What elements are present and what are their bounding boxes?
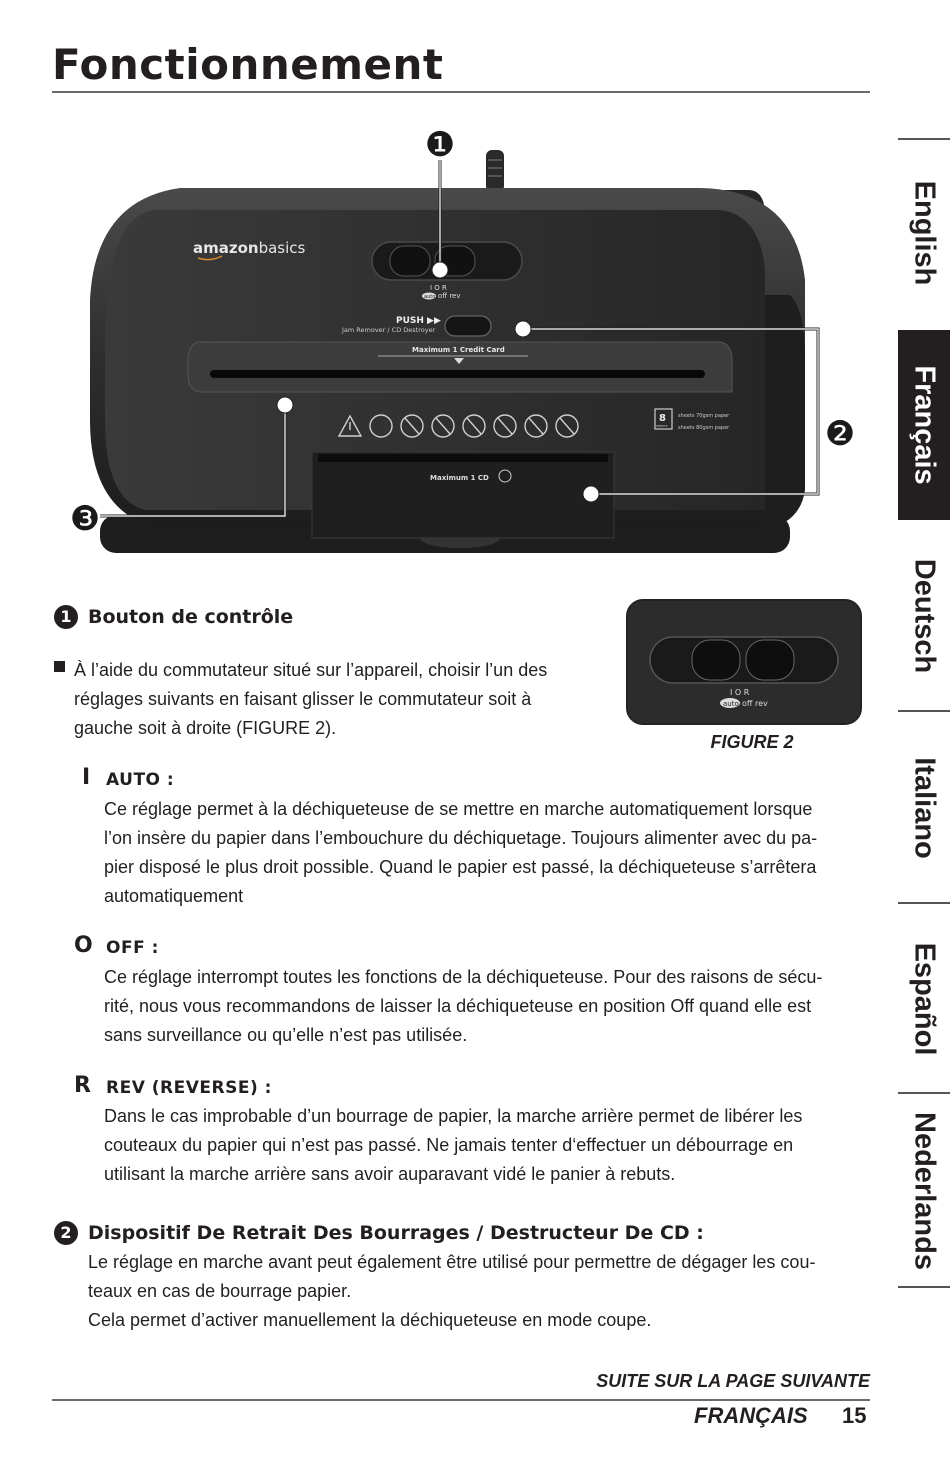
tab-label: Deutsch [908,558,941,674]
mode-letter-auto: I [82,765,91,790]
svg-text:off rev: off rev [438,292,461,300]
svg-text:auto: auto [723,700,739,708]
brand-logo: amazonbasics [193,239,306,257]
shredder-figure [60,120,890,565]
page-title: Fonctionnement [52,40,444,89]
text-line: rité, nous vous recommandons de laisser la déchiqueteuse en position Off quand elle est [104,996,812,1016]
section1-heading [54,605,293,629]
mode-name-auto: AUTO : [106,770,175,790]
section-number: 2 [54,1221,78,1245]
text-line: couteaux du papier qui n’est pas passé. Ne jamais tenter d‘effectuer un débourrage en [104,1135,794,1155]
mode-name-off: OFF : [106,938,159,958]
tab-divider [898,138,950,140]
section1-intro [74,656,594,743]
tab-italiano[interactable] [898,712,950,904]
mode-name-rev: REV (REVERSE) : [106,1078,272,1098]
text-line: Ce réglage permet à la déchiqueteuse de se mettre en marche automatiquement lorsque [104,799,813,819]
text-line: Le réglage en marche avant peut également être utilisé pour permettre de dégager les cou- [88,1252,816,1272]
text-line: l’on insère du papier dans l’embouchure du déchiquetage. Toujours alimenter avec du pa- [104,828,818,848]
page-number: 15 [842,1403,867,1428]
footer-language: FRANÇAIS [694,1403,808,1428]
text-line: réglages suivants en faisant glisser le commutateur soit à [74,689,532,709]
tab-label: English [908,180,941,286]
svg-text:sheets 80gsm paper: sheets 80gsm paper [678,425,730,431]
text-line: sans surveillance ou qu’elle n’est pas utilisée. [104,1025,468,1045]
svg-text:8: 8 [659,413,666,424]
footer-divider [52,1399,870,1401]
section-heading-text: Bouton de contrôle [88,606,294,628]
tab-divider [898,1286,950,1288]
tab-label: Français [908,365,941,485]
mode-letter-rev: R [74,1073,91,1098]
bullet-square [54,661,65,672]
callout-dot [432,262,448,278]
paper-slot [210,370,705,378]
callout-dot [515,321,531,337]
jam-remover-button [445,316,491,336]
callout-2: ❷ [824,414,856,454]
text-line: gauche soit à droite (FIGURE 2). [74,718,337,738]
mode-off-text [104,963,864,1050]
tab-label: Italiano [908,757,941,859]
callout-dot [583,486,599,502]
tab-english[interactable] [898,138,950,328]
callout-dot [277,397,293,413]
text-line: pier disposé le plus droit possible. Quand le papier est passé, la déchiqueteuse s’arrêtera [104,857,817,877]
figure2-image [626,599,862,725]
mode-auto-text [104,795,864,911]
svg-text:sheets 70gsm paper: sheets 70gsm paper [678,413,730,419]
svg-text:Jam Remover / CD Destroyer: Jam Remover / CD Destroyer [342,326,436,334]
section2-heading [54,1221,704,1245]
tab-label: Español [908,942,941,1056]
cd-slot-door [312,452,614,538]
svg-text:Maximum 1 CD: Maximum 1 CD [430,474,489,482]
callout-1: ❶ [424,125,456,165]
svg-text:I O R: I O R [430,284,447,292]
svg-text:auto: auto [424,294,436,300]
tab-deutsch[interactable] [898,520,950,712]
text-line: utilisant la marche arrière sans avoir auparavant vidé le panier à rebuts. [104,1164,676,1184]
push-label: PUSH ▶▶ [396,316,441,326]
svg-text:SHEETS: SHEETS [656,424,668,428]
text-line: teaux en cas de bourrage papier. [88,1281,352,1301]
callout-3: ❸ [69,499,101,539]
title-divider [52,91,870,93]
mode-letter-off: O [74,933,93,958]
mode-rev-text [104,1102,864,1189]
continue-note: SUITE SUR LA PAGE SUIVANTE [596,1371,870,1391]
power-cord [486,150,504,192]
tab-nederlands[interactable] [898,1094,950,1288]
text-line: automatiquement [104,886,244,906]
tab-espanol[interactable] [898,904,950,1094]
figure2-caption: FIGURE 2 [710,732,794,752]
tab-francais[interactable] [898,330,950,520]
tab-label: Nederlands [908,1112,941,1270]
section-number: 1 [54,605,78,629]
svg-text:off rev: off rev [742,699,768,708]
svg-text:I O R: I O R [730,688,750,697]
text-line: Cela permet d’activer manuellement la déchiqueteuse en mode coupe. [88,1310,652,1330]
text-line: Ce réglage interrompt toutes les fonctions de la déchiqueteuse. Pour des raisons de sécu- [104,967,823,987]
section-heading-text: Dispositif De Retrait Des Bourrages / Destructeur De CD : [88,1222,704,1244]
text-line: Dans le cas improbable d’un bourrage de papier, la marche arrière permet de libérer les [104,1106,803,1126]
svg-text:Maximum 1 Credit Card: Maximum 1 Credit Card [412,346,505,354]
text-line: À l’aide du commutateur situé sur l’appareil, choisir l’un des [74,660,548,680]
section2-text [88,1248,864,1335]
